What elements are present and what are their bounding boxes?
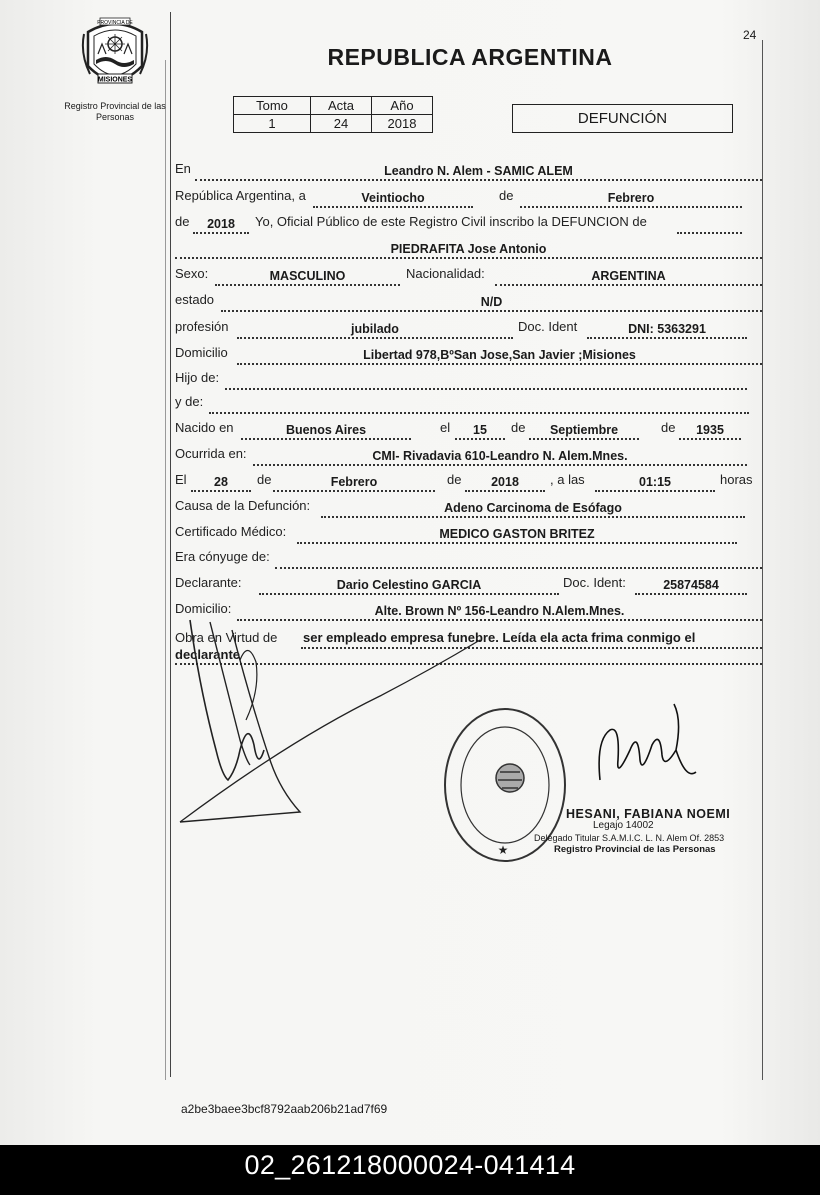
acta-value: 24 [311, 115, 372, 133]
declarante-value: Dario Celestino GARCIA [336, 578, 482, 592]
def-de2: de [447, 472, 462, 487]
def-dia: 28 [214, 475, 228, 489]
emblem-text-bottom: MISIONES [97, 76, 133, 84]
misiones-emblem-icon [80, 14, 150, 94]
ocurrida-label: Ocurrida en: [175, 446, 247, 461]
doc-value: DNI: 5363291 [628, 322, 706, 336]
line-certificado [175, 524, 762, 546]
nac-anio: 1935 [696, 423, 724, 437]
nacionalidad-value: ARGENTINA [591, 269, 666, 283]
domicilio-label: Domicilio [175, 345, 228, 360]
ocurrida-value: CMI- Rivadavia 610-Leandro N. Alem.Mnes. [372, 449, 628, 463]
officer-legajo: Legajo 14002 [593, 820, 654, 831]
line-en [175, 161, 762, 183]
registro-label: Registro Provincial de las Personas [64, 101, 166, 122]
anio-header: Año [372, 97, 433, 115]
domicilio2-label: Domicilio: [175, 601, 232, 616]
en-value: Leandro N. Alem - SAMIC ALEM [384, 164, 573, 178]
svg-text:★: ★ [497, 843, 509, 857]
line-fecha-defuncion [175, 472, 762, 494]
mes-value: Febrero [607, 191, 655, 205]
obra-value-2: declarante [175, 647, 241, 662]
line-nombre [175, 239, 762, 261]
line-profesion [175, 319, 762, 341]
de-label-2: de [175, 214, 190, 229]
anio-inscripcion: 2018 [207, 217, 235, 231]
line-declarante [175, 575, 762, 597]
horas-label: horas [720, 472, 753, 487]
document-type-box: DEFUNCIÓN [512, 104, 733, 133]
footer-id: 02_261218000024-041414 [0, 1145, 820, 1195]
tomo-header: Tomo [234, 97, 311, 115]
obra-value-1: ser empleado empresa funebre. Leída ela acta frima conmigo el [303, 630, 696, 645]
de-label: de [499, 188, 514, 203]
profesion-value: jubilado [351, 322, 399, 336]
yde-label: y de: [175, 394, 204, 409]
tomo-value: 1 [234, 115, 311, 133]
record-table [233, 96, 433, 133]
emblem-text-top: PROVINCIA DE [97, 20, 133, 26]
officer-delegado: Delegado Titular S.A.M.I.C. L. N. Alem Of. 2853 [534, 833, 725, 843]
declarante-label: Declarante: [175, 575, 242, 590]
line-republica [175, 188, 762, 210]
nac-mes: Septiembre [549, 423, 619, 437]
doc2-label: Doc. Ident: [563, 575, 626, 590]
profesion-label: profesión [175, 319, 229, 334]
el2-label: El [175, 472, 187, 487]
line-yde [175, 394, 762, 416]
nac-de2: de [661, 420, 676, 435]
nacido-value: Buenos Aires [285, 423, 367, 437]
doc-label: Doc. Ident [518, 319, 578, 334]
line-domicilio [175, 345, 762, 367]
line-ocurrida [175, 446, 762, 468]
domicilio2-value: Alte. Brown Nº 156-Leandro N.Alem.Mnes. [374, 604, 625, 618]
def-de1: de [257, 472, 272, 487]
nac-dia: 15 [473, 423, 487, 437]
left-margin-line [170, 12, 171, 1077]
def-anio: 2018 [491, 475, 519, 489]
document-hash: a2be3baee3bcf8792aab206b21ad7f69 [181, 1102, 388, 1116]
obra-label: Obra en Virtud de [175, 630, 278, 645]
line-oficial [175, 214, 762, 236]
page-number: 24 [743, 28, 757, 42]
line-nacido [175, 420, 762, 442]
certificado-label: Certificado Médico: [175, 524, 287, 539]
alas-label: , a las [550, 472, 585, 487]
estado-value: N/D [480, 295, 503, 309]
dia-value: Veintiocho [361, 191, 425, 205]
anio-value: 2018 [372, 115, 433, 133]
officer-registro: Registro Provincial de las Personas [554, 844, 716, 855]
domicilio-value: Libertad 978,BºSan Jose,San Javier ;Misiones [363, 348, 636, 362]
def-mes: Febrero [330, 475, 378, 489]
nacido-label: Nacido en [175, 420, 234, 435]
nac-de1: de [511, 420, 526, 435]
sexo-label: Sexo: [175, 266, 209, 281]
certificado-value: MEDICO GASTON BRITEZ [439, 527, 595, 541]
oficial-text: Yo, Oficial Público de este Registro Civil inscribo la DEFUNCION de [255, 214, 647, 229]
line-hijo [175, 370, 762, 392]
officer-name: HESANI, FABIANA NOEMI [566, 807, 731, 821]
nacionalidad-label: Nacionalidad: [406, 266, 485, 281]
nombre-value: PIEDRAFITA Jose Antonio [390, 242, 547, 256]
en-label: En [175, 161, 191, 176]
conyuge-label: Era cónyuge de: [175, 549, 270, 564]
page-title: REPUBLICA ARGENTINA [327, 44, 613, 70]
left-margin-line-inner [165, 60, 166, 1080]
sexo-value: MASCULINO [269, 269, 346, 283]
estado-label: estado [175, 292, 215, 307]
line-sexo [175, 266, 762, 288]
hijo-label: Hijo de: [175, 370, 220, 385]
hora-value: 01:15 [639, 475, 671, 489]
doc2-value: 25874584 [663, 578, 719, 592]
causa-value: Adeno Carcinoma de Esófago [444, 501, 622, 515]
line-estado [175, 292, 762, 314]
officer-block [530, 808, 770, 856]
right-margin-line [762, 40, 763, 1080]
causa-label: Causa de la Defunción: [175, 498, 311, 513]
republica-label: República Argentina, a [175, 188, 306, 203]
el-label: el [440, 420, 451, 435]
line-conyuge [175, 549, 762, 571]
acta-header: Acta [311, 97, 372, 115]
line-causa [175, 498, 762, 520]
officer-signature-icon [590, 700, 700, 790]
